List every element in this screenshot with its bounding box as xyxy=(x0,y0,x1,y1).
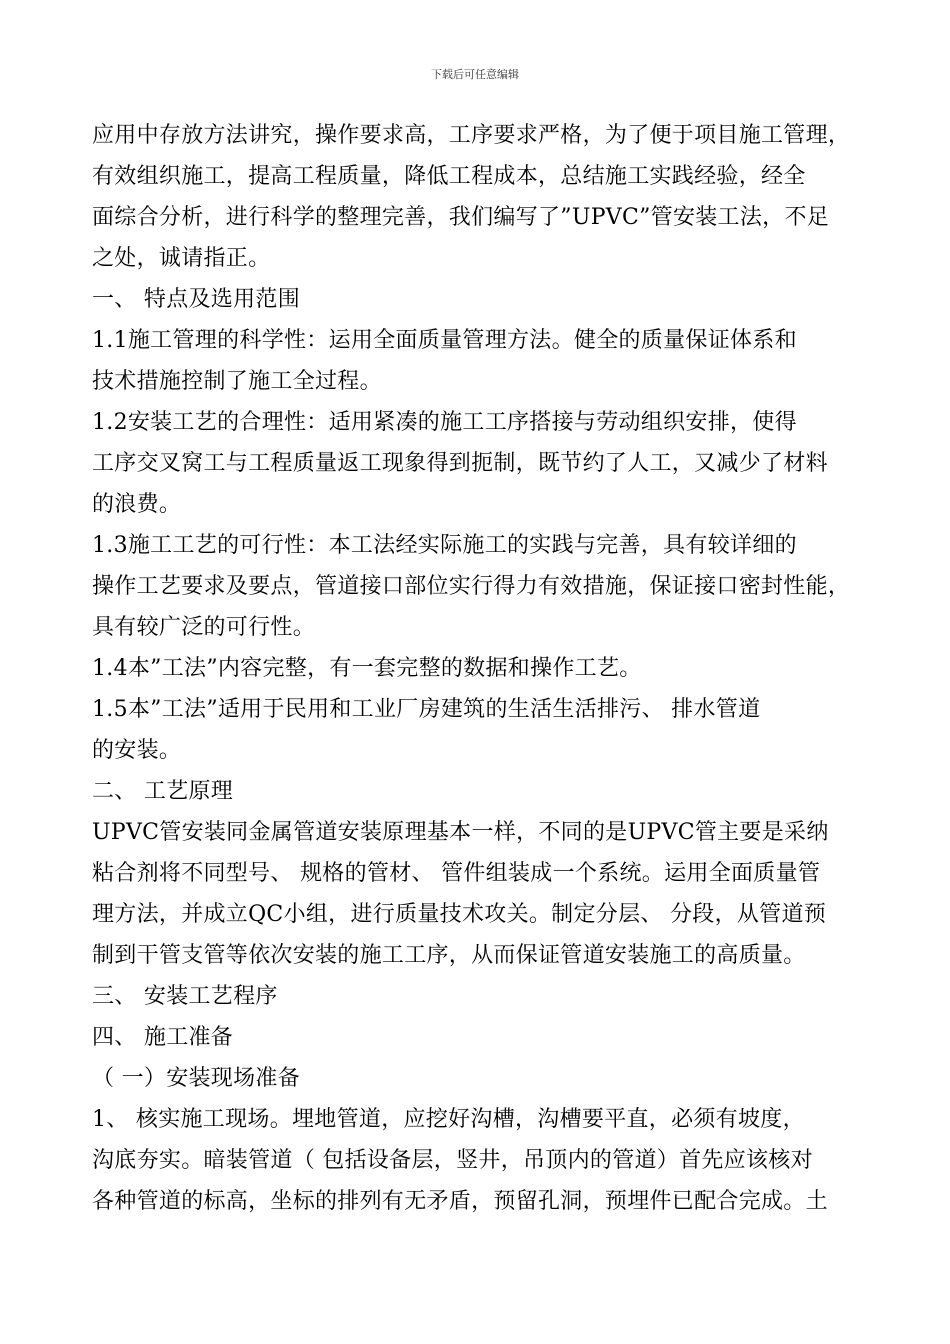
text-line: 面综合分析，进行科学的整理完善，我们编写了”UPVC”管安装工法，不足 xyxy=(92,205,830,230)
section-heading: 一、 特点及选用范围 xyxy=(92,287,300,312)
text-line: 具有较广泛的可行性。 xyxy=(92,615,316,640)
page-header: 下载后可任意编辑 xyxy=(431,68,519,81)
text-line: 1、 核实施工现场。埋地管道，应挖好沟槽，沟槽要平直，必须有坡度， xyxy=(92,1107,805,1132)
text-line: 的浪费。 xyxy=(92,492,182,517)
subsection-heading: （ 一）安装现场准备 xyxy=(92,1066,300,1091)
text-line: 沟底夯实。暗装管道（ 包括设备层，竖井，吊顶内的管道）首先应该核对 xyxy=(92,1148,813,1173)
text-line: 技术措施控制了施工全过程。 xyxy=(92,369,382,394)
text-line: 操作工艺要求及要点，管道接口部位实行得力有效措施，保证接口密封性能， xyxy=(92,574,851,599)
text-line: 制到干管支管等依次安装的施工工序，从而保证管道安装施工的高质量。 xyxy=(92,943,806,968)
text-line: 1.3施工工艺的可行性：本工法经实际施工的实践与完善，具有较详细的 xyxy=(92,533,797,558)
text-line: 的安装。 xyxy=(92,738,182,763)
text-line: 应用中存放方法讲究，操作要求高，工序要求严格，为了便于项目施工管理， xyxy=(92,123,851,148)
text-line: 理方法，并成立QC小组，进行质量技术攻关。制定分层、 分段，从管道预 xyxy=(92,902,827,927)
section-heading: 四、 施工准备 xyxy=(92,1025,234,1050)
text-line: 粘合剂将不同型号、 规格的管材、 管件组装成一个系统。运用全面质量管 xyxy=(92,861,821,886)
text-line: 有效组织施工，提高工程质量，降低工程成本，总结施工实践经验，经全 xyxy=(92,164,806,189)
text-line: UPVC管安装同金属管道安装原理基本一样，不同的是UPVC管主要是采纳 xyxy=(92,820,829,845)
text-line: 1.4本”工法”内容完整，有一套完整的数据和操作工艺。 xyxy=(92,656,642,681)
text-line: 各种管道的标高，坐标的排列有无矛盾，预留孔洞，预埋件已配合完成。土 xyxy=(92,1189,828,1214)
section-heading: 三、 安装工艺程序 xyxy=(92,984,278,1009)
text-line: 之处，诚请指正。 xyxy=(92,246,271,271)
section-heading: 二、 工艺原理 xyxy=(92,779,234,804)
text-line: 1.5本”工法”适用于民用和工业厂房建筑的生活生活排污、 排水管道 xyxy=(92,697,761,722)
text-line: 1.2安装工艺的合理性：适用紧凑的施工工序搭接与劳动组织安排，使得 xyxy=(92,410,797,435)
text-line: 1.1施工管理的科学性：运用全面质量管理方法。健全的质量保证体系和 xyxy=(92,328,797,353)
text-line: 工序交叉窝工与工程质量返工现象得到扼制，既节约了人工，又减少了材料 xyxy=(92,451,828,476)
